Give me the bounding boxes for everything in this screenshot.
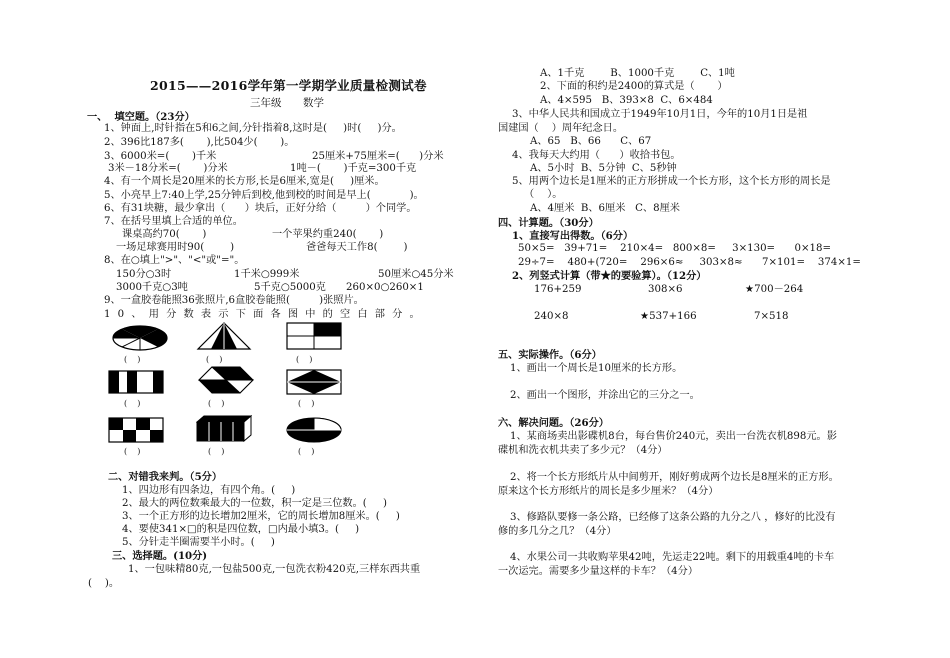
vertical-calc-3: ★700－264: [745, 284, 804, 295]
grade-label: 三年级: [250, 97, 282, 109]
judge-5: 5、分针走半圈需要半小时。( ): [122, 537, 275, 548]
practice-1: 1、画出一个周长是10厘米的长方形。: [510, 363, 683, 374]
pie-figure: [112, 324, 168, 352]
question-3c: 3米－18分米=( )分米: [108, 163, 228, 174]
choice-5-cont: （ ）。: [524, 189, 563, 200]
question-1: 1、钟面上,时针指在5和6之间,分针指着8,这时是( )时( )分。: [104, 123, 402, 134]
question-7a: 课桌高约70( ): [122, 229, 207, 240]
ellipse-figure: [286, 416, 342, 444]
word-problem-2b: 原来这个长方形纸片的周长是多少厘米？（4分）: [498, 486, 719, 497]
question-8b: 1千米○999米: [234, 269, 300, 280]
question-2: 2、396比187多( ),比504少( )。: [104, 137, 295, 148]
word-problem-3a: 3、修路队要修一条公路，已经修了这条公路的九分之八 ，修好的比没有: [510, 512, 836, 523]
choice-3-cont: 国建国（ ）周年纪念日。: [498, 123, 624, 134]
answer-blank-1[interactable]: ( ): [124, 355, 141, 364]
answer-blank-3[interactable]: ( ): [296, 355, 313, 364]
section-practice-heading: 五、实际操作。（6分）: [498, 349, 602, 361]
question-5: 5、小亮早上7:40上学,25分钟后到校,他到校的时间是早上( )。: [104, 190, 424, 201]
calc-direct-heading: 1、直接写出得数。（6分）: [512, 230, 634, 242]
question-7: 7、在括号里填上合适的单位。: [104, 216, 243, 227]
subject-label: 数学: [303, 97, 324, 109]
question-7c: 一场足球赛用时90( ): [116, 242, 235, 253]
hexagon-figure: [198, 366, 254, 394]
shaded-rectangle-figure: [286, 322, 342, 350]
question-4: 4、有一个周长是20厘米的长方形,长是6厘米,宽是( )厘米。: [104, 176, 385, 187]
judge-2: 2、最大的两位数乘最大的一位数，积一定是三位数。( ): [122, 498, 387, 509]
question-8a: 150分○3时: [116, 269, 172, 280]
choice-1: 1、一包味精80克,一包盐500克,一包洗衣粉420克,三样东西共重: [128, 564, 421, 575]
answer-blank-4[interactable]: ( ): [124, 399, 141, 408]
striped-bar-figure: [108, 368, 164, 396]
judge-3: 3、一个正方形的边长增加2厘米，它的周长增加8厘米。( ): [122, 511, 400, 522]
question-8d: 3000千克○3吨: [116, 282, 188, 293]
choice-2: 2、下面的积约是2400的算式是（ ）: [540, 81, 728, 92]
box-figure: [196, 414, 252, 442]
question-8e: 5千克○5000克: [254, 282, 326, 293]
choice-5: 5、用两个边长是1厘米的正方形拼成一个长方形，这个长方形的周长是: [512, 176, 831, 187]
question-3a: 3、6000米=( )千米: [104, 151, 217, 162]
question-3d: 1吨－( )千克=300千克: [290, 163, 417, 174]
answer-blank-8[interactable]: ( ): [208, 447, 225, 456]
question-7d: 爸爸每天工作8( ): [306, 242, 408, 253]
question-8f: 260×0○260×1: [346, 282, 424, 293]
answer-blank-6[interactable]: ( ): [298, 399, 315, 408]
answer-blank-5[interactable]: ( ): [208, 399, 225, 408]
question-8c: 50厘米○45分米: [378, 269, 454, 280]
judge-1: 1、四边形有四条边，有四个角。( ): [122, 485, 296, 496]
section-true-false-heading: 二、对错我来判。（5分）: [108, 471, 223, 483]
practice-2: 2、画出一个图形，并涂出它的三分之一。: [510, 390, 700, 401]
question-8: 8、在○填上">"、"<"或"="。: [104, 255, 245, 266]
question-9: 9、一盒胶卷能照36张照片,6盒胶卷能照( )张照片。: [104, 295, 364, 306]
answer-blank-9[interactable]: ( ): [298, 447, 315, 456]
word-problem-4a: 4、水果公司一共收购苹果42吨，先运走22吨。剩下的用载重4吨的卡车: [510, 552, 835, 563]
section-fill-blanks-heading: 一、 填空题。（23分）: [87, 111, 195, 123]
word-problem-4b: 一次运完。需要多少量这样的卡车？（4分）: [498, 566, 699, 577]
choice-4-options: A、5小时 B、5分钟 C、5秒钟: [530, 163, 677, 174]
exam-title: 2015——2016学年第一学期学业质量检测试卷: [150, 78, 427, 93]
word-problem-3b: 修的多几分之几？（4分）: [498, 526, 617, 537]
choice-3-options: A、65 B、66 C、67: [530, 136, 652, 147]
question-10: 10、用分数表示下面各图中的空白部分。: [104, 309, 427, 320]
choice-1-cont: ( )。: [88, 578, 120, 589]
vertical-calc-4: 240×8: [534, 311, 569, 322]
vertical-calc-2: 308×6: [648, 284, 683, 295]
vertical-calc-5: ★537+166: [640, 311, 697, 322]
choice-5-options: A、4厘米 B、6厘米 C、8厘米: [530, 203, 680, 214]
answer-blank-2[interactable]: ( ): [206, 355, 223, 364]
section-calculation-heading: 四、计算题。（30分）: [498, 217, 599, 229]
question-3b: 25厘米+75厘米=( )分米: [312, 151, 444, 162]
section-word-problems-heading: 六、解决问题。（26分）: [498, 417, 609, 429]
choice-4: 4、我每天大约用（ ）收拾书包。: [512, 150, 681, 161]
vertical-calc-1: 176+259: [534, 284, 582, 295]
diamond-in-rectangle-figure: [286, 368, 342, 396]
answer-blank-7[interactable]: ( ): [124, 447, 141, 456]
choice-1-options: A、1千克 B、1000千克 C、1吨: [540, 68, 735, 79]
choice-3: 3、中华人民共和国成立于1949年10月1日，今年的10月1日是祖: [512, 109, 808, 120]
calc-row-2: 29÷7= 480+(720= 296×6≈ 303×8≈ 7×101= 374×1=: [518, 257, 861, 268]
word-problem-2a: 2、将一个长方形纸片从中间剪开，刚好剪成两个边长是8厘米的正方形。: [510, 472, 839, 483]
question-6: 6、有31块糖，最少拿出（ ）块后，正好分给（ ）个同学。: [104, 203, 417, 214]
calc-vertical-heading: 2、列竖式计算（带★的要验算）。（12分）: [512, 270, 707, 282]
checker-figure: [108, 416, 164, 444]
choice-2-options: A、4×595 B、393×8 C、6×484: [540, 95, 713, 106]
calc-row-1: 50×5= 39+71= 210×4= 800×8= 3×130= 0×18=: [518, 243, 832, 254]
triangle-figure: [196, 322, 252, 350]
word-problem-1a: 1、某商场卖出影碟机8台，每台售价240元，卖出一台洗衣机898元。影: [510, 431, 837, 442]
vertical-calc-6: 7×518: [754, 311, 789, 322]
section-choice-heading: 三、选择题。(10分): [112, 550, 208, 562]
word-problem-1b: 碟机和洗衣机共卖了多少元？（4分）: [498, 445, 668, 456]
question-7b: 一个苹果约重240( ): [272, 229, 384, 240]
judge-4: 4、要使341×□的积是四位数，□内最小填3。( ): [122, 524, 360, 535]
